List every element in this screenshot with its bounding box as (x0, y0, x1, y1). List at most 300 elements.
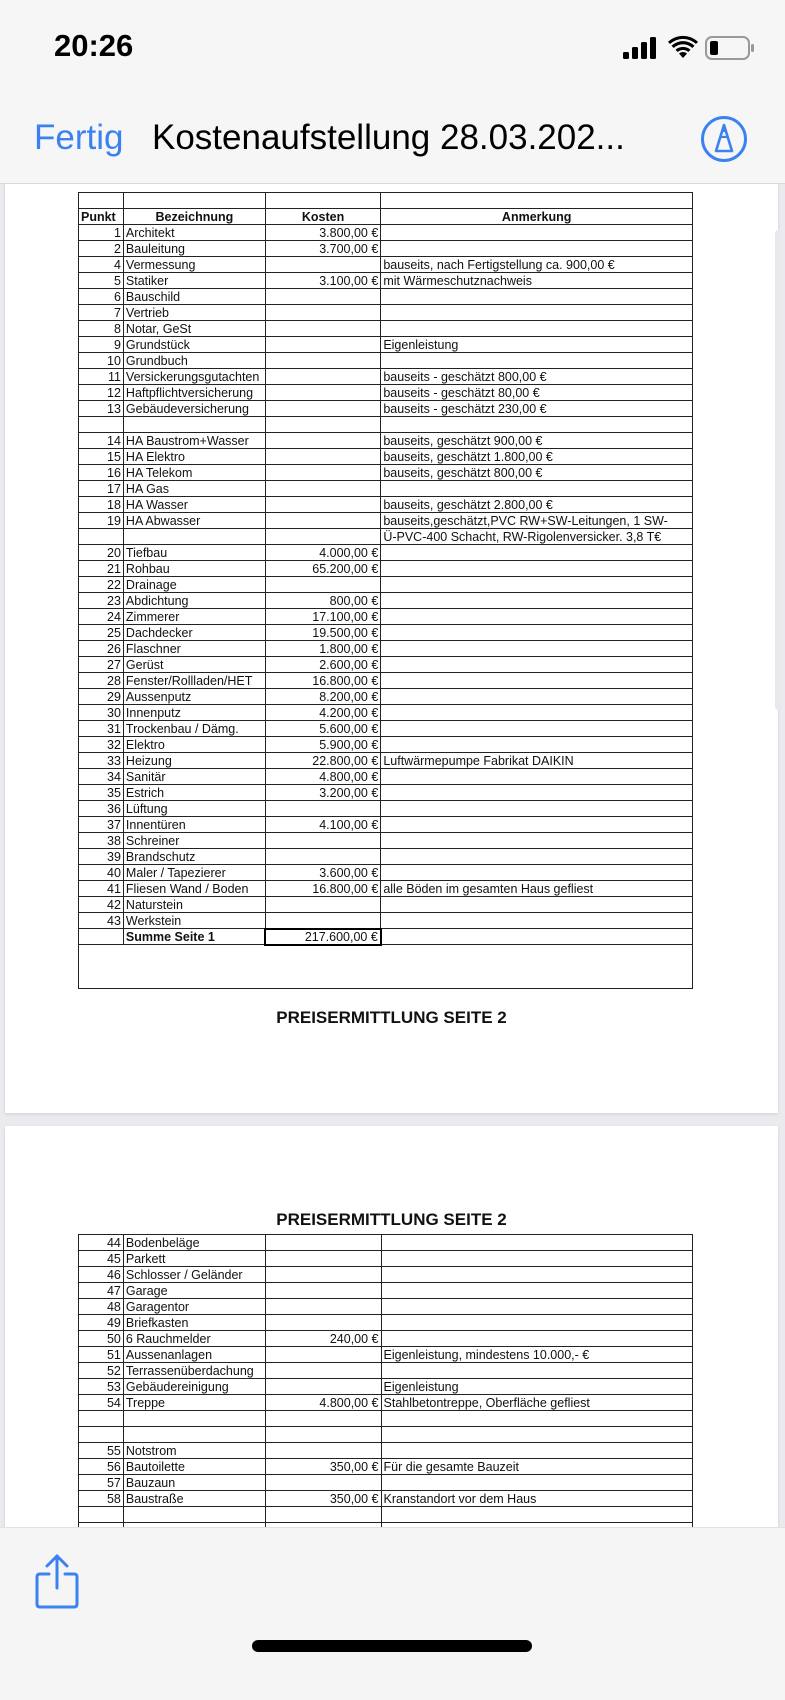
cell-anmerkung (381, 577, 693, 593)
cell-punkt: 17 (79, 481, 124, 497)
header-bezeichnung: Bezeichnung (123, 209, 265, 225)
cell-kosten (265, 369, 380, 385)
table-row (79, 353, 693, 369)
table-row (79, 1443, 693, 1459)
cell-bezeichnung: 6 Rauchmelder (123, 1331, 265, 1347)
cell-anmerkung: Ü-PVC-400 Schacht, RW-Rigolenversicker. 3,8 T€ (381, 529, 693, 545)
cell-kosten: 350,00 € (265, 1491, 381, 1507)
table-row (79, 529, 693, 545)
cell-kosten: 19.500,00 € (265, 625, 380, 641)
cost-table-page-2 (78, 1234, 693, 1539)
cell-punkt: 20 (79, 545, 124, 561)
cell-kosten (265, 417, 380, 433)
table-row (79, 1395, 693, 1411)
cell-kosten (265, 497, 380, 513)
cell-anmerkung (381, 241, 693, 257)
page-2-title-cut: PREISERMITTLUNG SEITE 2 (276, 1008, 507, 1027)
cell-bezeichnung: HA Gas (123, 481, 265, 497)
cell-anmerkung (381, 641, 693, 657)
cell-anmerkung (381, 897, 693, 913)
cell-punkt: 39 (79, 849, 124, 865)
table-row (79, 1507, 693, 1523)
cell-anmerkung (381, 769, 693, 785)
table-row (79, 545, 693, 561)
cell-anmerkung (381, 657, 693, 673)
cell-kosten: 22.800,00 € (265, 753, 380, 769)
cell-anmerkung (381, 1411, 692, 1427)
table-row (79, 1331, 693, 1347)
cell-anmerkung (381, 1475, 692, 1491)
cell-punkt: 58 (79, 1491, 124, 1507)
cell-bezeichnung: Garagentor (123, 1299, 265, 1315)
cell-bezeichnung: Lüftung (123, 801, 265, 817)
cell-anmerkung (381, 625, 693, 641)
cell-punkt: 41 (79, 881, 124, 897)
cell-punkt: 49 (79, 1315, 124, 1331)
cell-kosten: 5.900,00 € (265, 737, 380, 753)
cell-kosten (265, 289, 380, 305)
cell-punkt: 51 (79, 1347, 124, 1363)
table-row (79, 913, 693, 929)
cell-bezeichnung: Naturstein (123, 897, 265, 913)
table-row (79, 417, 693, 433)
cell-kosten (265, 1379, 381, 1395)
cell-bezeichnung: Statiker (123, 273, 265, 289)
cell-bezeichnung: Bautoilette (123, 1459, 265, 1475)
cell-punkt: 5 (79, 273, 124, 289)
cell-punkt: 37 (79, 817, 124, 833)
table-row (79, 705, 693, 721)
table-row (79, 497, 693, 513)
cell-bezeichnung: Fenster/Rollladen/HET (123, 673, 265, 689)
cell-anmerkung (381, 225, 693, 241)
scrollbar[interactable] (775, 230, 781, 710)
cell-bezeichnung: Parkett (123, 1251, 265, 1267)
table-row (79, 305, 693, 321)
signal-icon (623, 37, 661, 59)
cell-punkt: 22 (79, 577, 124, 593)
cell-bezeichnung: Maler / Tapezierer (123, 865, 265, 881)
cell-kosten: 17.100,00 € (265, 609, 380, 625)
status-time: 20:26 (54, 28, 134, 63)
cell-punkt: 25 (79, 625, 124, 641)
cell-punkt: 31 (79, 721, 124, 737)
markup-button[interactable] (701, 116, 747, 162)
cell-bezeichnung: Aussenanlagen (123, 1347, 265, 1363)
cell-punkt: 4 (79, 257, 124, 273)
cell-punkt: 50 (79, 1331, 124, 1347)
bottom-toolbar (0, 1527, 785, 1700)
table-row (79, 465, 693, 481)
cell-anmerkung: bauseits - geschätzt 80,00 € (381, 385, 693, 401)
cell-kosten: 5.600,00 € (265, 721, 380, 737)
cell-anmerkung: mit Wärmeschutznachweis (381, 273, 693, 289)
header-punkt: Punkt (79, 209, 124, 225)
done-button[interactable]: Fertig (34, 118, 124, 157)
table-row (79, 321, 693, 337)
cell-anmerkung (381, 321, 693, 337)
cell-punkt: 1 (79, 225, 124, 241)
cell-kosten (265, 897, 380, 913)
cell-kosten (265, 1427, 381, 1443)
cell-kosten (265, 337, 380, 353)
cell-punkt: 2 (79, 241, 124, 257)
cell-anmerkung (381, 417, 693, 433)
cell-kosten: 4.000,00 € (265, 545, 380, 561)
cell-punkt: 23 (79, 593, 124, 609)
header-anmerkung: Anmerkung (381, 209, 693, 225)
cell-kosten: 3.700,00 € (265, 241, 380, 257)
cell-punkt: 9 (79, 337, 124, 353)
cell-bezeichnung: Gebäudereinigung (123, 1379, 265, 1395)
cell-bezeichnung: Innenputz (123, 705, 265, 721)
cell-anmerkung (381, 593, 693, 609)
cell-anmerkung (381, 865, 693, 881)
cell-anmerkung: Eigenleistung, mindestens 10.000,- € (381, 1347, 692, 1363)
cell-anmerkung: bauseits,geschätzt,PVC RW+SW-Leitungen, 1 SW- (381, 513, 693, 529)
cell-bezeichnung: Werkstein (123, 913, 265, 929)
cell-bezeichnung: Vertrieb (123, 305, 265, 321)
table-row (79, 1283, 693, 1299)
cell-bezeichnung: Schreiner (123, 833, 265, 849)
cell-punkt: 44 (79, 1235, 124, 1251)
cost-table-page-1 (78, 192, 693, 989)
cell-punkt: 32 (79, 737, 124, 753)
cell-kosten (265, 401, 380, 417)
cell-anmerkung (381, 289, 693, 305)
cell-anmerkung (381, 1283, 692, 1299)
table-row (79, 641, 693, 657)
cell-kosten (265, 1267, 381, 1283)
table-row (79, 1347, 693, 1363)
cell-kosten (265, 449, 380, 465)
cell-punkt (79, 1507, 124, 1523)
cell-bezeichnung: Heizung (123, 753, 265, 769)
cell-bezeichnung (123, 417, 265, 433)
cell-bezeichnung: Bauschild (123, 289, 265, 305)
cell-anmerkung (381, 801, 693, 817)
cell-kosten (265, 353, 380, 369)
cell-punkt: 34 (79, 769, 124, 785)
cell-bezeichnung: Estrich (123, 785, 265, 801)
cell-anmerkung (381, 305, 693, 321)
cell-kosten (265, 257, 380, 273)
cell-anmerkung (381, 1507, 692, 1523)
sum-value: 217.600,00 € (265, 929, 380, 945)
cell-kosten (265, 481, 380, 497)
table-row (79, 481, 693, 497)
cell-kosten (265, 305, 380, 321)
cell-anmerkung (381, 833, 693, 849)
sum-row (79, 929, 693, 945)
cell-bezeichnung: Bodenbeläge (123, 1235, 265, 1251)
cell-punkt: 38 (79, 833, 124, 849)
cell-punkt: 48 (79, 1299, 124, 1315)
cell-kosten (265, 1283, 381, 1299)
cell-anmerkung (381, 481, 693, 497)
cell-kosten (265, 1235, 381, 1251)
cell-kosten: 4.100,00 € (265, 817, 380, 833)
cell-punkt: 54 (79, 1395, 124, 1411)
cell-anmerkung (381, 545, 693, 561)
cell-punkt: 57 (79, 1475, 124, 1491)
cell-punkt: 12 (79, 385, 124, 401)
cell-bezeichnung: Aussenputz (123, 689, 265, 705)
cell-kosten (265, 1251, 381, 1267)
cell-kosten (265, 433, 380, 449)
cell-bezeichnung: Bauzaun (123, 1475, 265, 1491)
cell-punkt: 30 (79, 705, 124, 721)
cell-kosten: 3.200,00 € (265, 785, 380, 801)
cell-anmerkung (381, 561, 693, 577)
cell-anmerkung (381, 1363, 692, 1379)
cell-kosten: 800,00 € (265, 593, 380, 609)
document-page-1[interactable] (5, 150, 778, 1113)
cell-anmerkung (381, 609, 693, 625)
cell-bezeichnung: Tiefbau (123, 545, 265, 561)
share-button[interactable] (34, 1554, 80, 1610)
table-row (79, 1299, 693, 1315)
cell-bezeichnung: Versickerungsgutachten (123, 369, 265, 385)
table-row (79, 1379, 693, 1395)
table-row (79, 817, 693, 833)
cell-bezeichnung (123, 1427, 265, 1443)
cell-bezeichnung: Notar, GeSt (123, 321, 265, 337)
cell-kosten (265, 849, 380, 865)
cell-bezeichnung: Zimmerer (123, 609, 265, 625)
battery-icon (705, 36, 755, 60)
cell-punkt: 47 (79, 1283, 124, 1299)
cell-kosten: 8.200,00 € (265, 689, 380, 705)
cell-bezeichnung: Trockenbau / Dämg. (123, 721, 265, 737)
cell-anmerkung: Stahlbetontreppe, Oberfläche gefliest (381, 1395, 692, 1411)
cell-kosten (265, 1443, 381, 1459)
cell-punkt: 42 (79, 897, 124, 913)
table-row (79, 689, 693, 705)
table-row (79, 1475, 693, 1491)
cell-punkt (79, 1411, 124, 1427)
table-row (79, 593, 693, 609)
cell-kosten (265, 1347, 381, 1363)
cell-punkt: 19 (79, 513, 124, 529)
cell-anmerkung: Kranstandort vor dem Haus (381, 1491, 692, 1507)
table-row (79, 401, 693, 417)
table-row (79, 257, 693, 273)
wifi-icon (669, 37, 697, 59)
table-row (79, 337, 693, 353)
cell-anmerkung (381, 737, 693, 753)
table-row (79, 625, 693, 641)
cell-bezeichnung: Sanitär (123, 769, 265, 785)
cell-punkt: 43 (79, 913, 124, 929)
cell-anmerkung (381, 1299, 692, 1315)
cell-punkt (79, 529, 124, 545)
cell-bezeichnung: Haftpflichtversicherung (123, 385, 265, 401)
cell-anmerkung: bauseits - geschätzt 230,00 € (381, 401, 693, 417)
cell-punkt: 16 (79, 465, 124, 481)
cell-anmerkung: bauseits, nach Fertigstellung ca. 900,00 € (381, 257, 693, 273)
cell-bezeichnung: Drainage (123, 577, 265, 593)
sum-label: Summe Seite 1 (123, 929, 265, 945)
cell-kosten (265, 801, 380, 817)
cell-kosten (265, 321, 380, 337)
cell-anmerkung: alle Böden im gesamten Haus gefliest (381, 881, 693, 897)
table-row (79, 225, 693, 241)
table-row (79, 609, 693, 625)
cell-bezeichnung (123, 529, 265, 545)
cell-anmerkung: bauseits, geschätzt 2.800,00 € (381, 497, 693, 513)
table-row (79, 673, 693, 689)
cell-anmerkung: Eigenleistung (381, 1379, 692, 1395)
cell-anmerkung (381, 689, 693, 705)
cell-punkt: 46 (79, 1267, 124, 1283)
cell-anmerkung (381, 1443, 692, 1459)
table-row (79, 1315, 693, 1331)
cell-bezeichnung: Abdichtung (123, 593, 265, 609)
cell-punkt (79, 1427, 124, 1443)
cell-bezeichnung: Terrassenüberdachung (123, 1363, 265, 1379)
cell-anmerkung (381, 673, 693, 689)
table-row (79, 513, 693, 529)
cell-kosten (265, 913, 380, 929)
table-row (79, 881, 693, 897)
cell-anmerkung (381, 929, 693, 945)
cell-kosten: 350,00 € (265, 1459, 381, 1475)
cell-bezeichnung: HA Elektro (123, 449, 265, 465)
table-row (79, 769, 693, 785)
cell-punkt: 13 (79, 401, 124, 417)
cell-bezeichnung: HA Telekom (123, 465, 265, 481)
cell-anmerkung (381, 1331, 692, 1347)
document-title: Kostenaufstellung 28.03.202... (152, 118, 625, 157)
cell-punkt: 27 (79, 657, 124, 673)
cell-bezeichnung: Elektro (123, 737, 265, 753)
table-row (79, 897, 693, 913)
share-icon (34, 1554, 80, 1610)
table-row (79, 753, 693, 769)
cell-anmerkung (381, 785, 693, 801)
cell-kosten (265, 385, 380, 401)
cell-kosten (265, 465, 380, 481)
cell-bezeichnung: Garage (123, 1283, 265, 1299)
table-footer-space (79, 945, 693, 989)
table-row (79, 865, 693, 881)
cell-bezeichnung: HA Abwasser (123, 513, 265, 529)
cell-punkt: 33 (79, 753, 124, 769)
cell-anmerkung (381, 1235, 692, 1251)
table-row (79, 273, 693, 289)
cell-bezeichnung: Gerüst (123, 657, 265, 673)
cell-kosten: 4.800,00 € (265, 1395, 381, 1411)
cell-anmerkung: Luftwärmepumpe Fabrikat DAIKIN (381, 753, 693, 769)
table-row (79, 385, 693, 401)
cell-kosten (265, 577, 380, 593)
table-row (79, 1459, 693, 1475)
table-row (79, 849, 693, 865)
cell-punkt: 21 (79, 561, 124, 577)
table-row (79, 1411, 693, 1427)
cell-punkt: 18 (79, 497, 124, 513)
header-kosten: Kosten (265, 209, 380, 225)
cell-punkt: 8 (79, 321, 124, 337)
cell-punkt: 56 (79, 1459, 124, 1475)
cell-punkt: 35 (79, 785, 124, 801)
table-row (79, 1427, 693, 1443)
table-row (79, 561, 693, 577)
cell-punkt: 28 (79, 673, 124, 689)
cell-punkt (79, 417, 124, 433)
footer-blank-cell (79, 945, 693, 989)
home-indicator[interactable] (252, 1640, 532, 1652)
cell-punkt: 53 (79, 1379, 124, 1395)
cell-bezeichnung: Grundbuch (123, 353, 265, 369)
table-row (79, 737, 693, 753)
cell-kosten: 3.600,00 € (265, 865, 380, 881)
cell-kosten: 3.100,00 € (265, 273, 380, 289)
table-row (79, 577, 693, 593)
cell-bezeichnung: Treppe (123, 1395, 265, 1411)
table-row (79, 1235, 693, 1251)
cell-kosten: 3.800,00 € (265, 225, 380, 241)
table-row (79, 657, 693, 673)
table-row (79, 785, 693, 801)
cell-bezeichnung: HA Baustrom+Wasser (123, 433, 265, 449)
cell-punkt: 11 (79, 369, 124, 385)
cell-punkt: 15 (79, 449, 124, 465)
cell-kosten: 16.800,00 € (265, 673, 380, 689)
navigation-header (0, 0, 785, 184)
cell-anmerkung: bauseits, geschätzt 800,00 € (381, 465, 693, 481)
cell-bezeichnung: Vermessung (123, 257, 265, 273)
cell-anmerkung (381, 1427, 692, 1443)
cell-punkt: 24 (79, 609, 124, 625)
cell-punkt: 29 (79, 689, 124, 705)
cell-anmerkung (381, 1315, 692, 1331)
cell-kosten (265, 1363, 381, 1379)
cell-bezeichnung: Flaschner (123, 641, 265, 657)
cell-kosten: 4.800,00 € (265, 769, 380, 785)
cell-kosten (265, 1315, 381, 1331)
cell-kosten (265, 1507, 381, 1523)
cell-anmerkung: bauseits, geschätzt 900,00 € (381, 433, 693, 449)
cell-bezeichnung: Schlosser / Geländer (123, 1267, 265, 1283)
table-row (79, 1251, 693, 1267)
cell-bezeichnung: Gebäudeversicherung (123, 401, 265, 417)
cell-anmerkung (381, 353, 693, 369)
cell-punkt: 36 (79, 801, 124, 817)
table-header-row (79, 209, 693, 225)
cell-bezeichnung: Rohbau (123, 561, 265, 577)
cell-anmerkung (381, 721, 693, 737)
cell-anmerkung (381, 817, 693, 833)
cell-punkt: 26 (79, 641, 124, 657)
cell-punkt: 52 (79, 1363, 124, 1379)
cell-bezeichnung: Briefkasten (123, 1315, 265, 1331)
cell-punkt: 6 (79, 289, 124, 305)
cell-kosten: 240,00 € (265, 1331, 381, 1347)
cell-kosten: 65.200,00 € (265, 561, 380, 577)
cell-anmerkung (381, 913, 693, 929)
cell-punkt (79, 929, 124, 945)
table-row (79, 721, 693, 737)
cell-bezeichnung: Grundstück (123, 337, 265, 353)
table-row (79, 449, 693, 465)
cell-bezeichnung (123, 1411, 265, 1427)
cell-punkt: 55 (79, 1443, 124, 1459)
cell-kosten: 2.600,00 € (265, 657, 380, 673)
cell-bezeichnung: Fliesen Wand / Boden (123, 881, 265, 897)
cell-kosten (265, 1411, 381, 1427)
